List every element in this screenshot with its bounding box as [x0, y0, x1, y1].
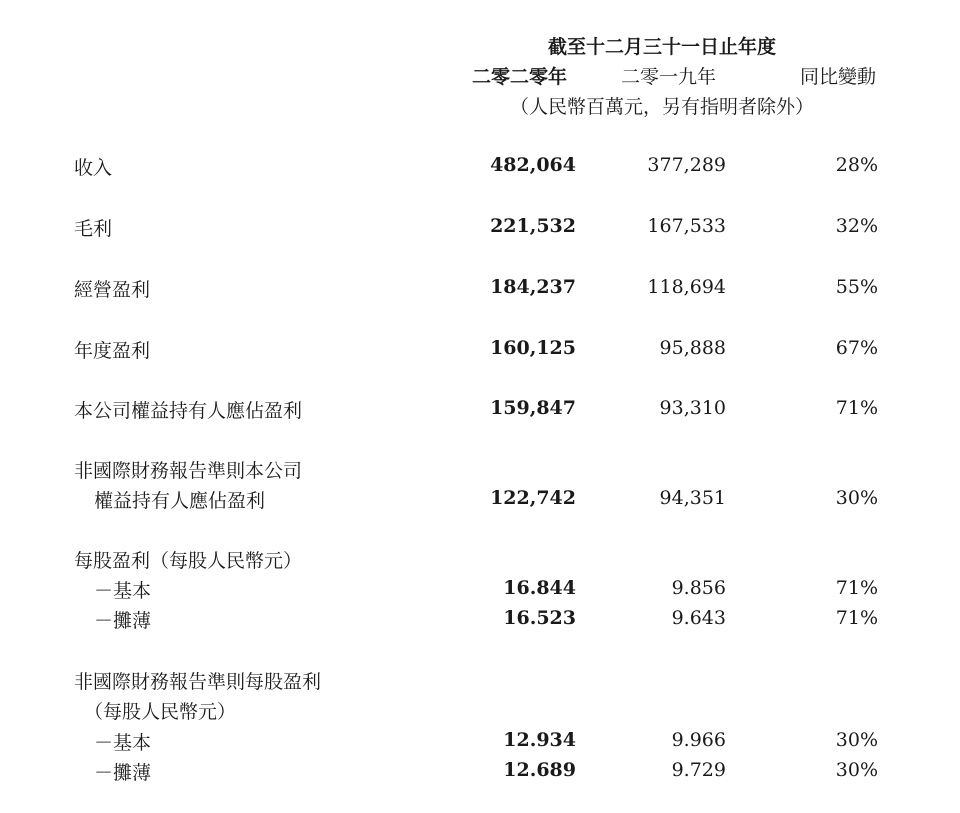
non-ifrs-eps-basic-2019: 9.966: [671, 729, 726, 751]
operating-profit-yoy: 55%: [835, 276, 878, 298]
non-ifrs-eps-diluted-2019: 9.729: [671, 759, 726, 781]
profit-for-year-2020: 160,125: [490, 337, 576, 359]
non-ifrs-eps-title-line1: 非國際財務報告準則每股盈利: [74, 671, 322, 693]
non-ifrs-profit-2020: 122,742: [490, 487, 576, 509]
non-ifrs-profit-yoy: 30%: [835, 487, 878, 509]
row-label-operating-profit: 經營盈利: [74, 279, 151, 301]
non-ifrs-eps-basic-yoy: 30%: [835, 729, 878, 751]
eps-diluted-label: －攤薄: [94, 610, 152, 632]
profit-for-year-2019: 95,888: [659, 337, 726, 359]
revenue-2019: 377,289: [647, 154, 726, 176]
non-ifrs-eps-basic-label: －基本: [94, 732, 152, 754]
eps-basic-2019: 9.856: [671, 577, 726, 599]
eps-diluted-2019: 9.643: [671, 607, 726, 629]
revenue-2020: 482,064: [490, 154, 576, 176]
column-header-yoy: 同比變動: [800, 66, 877, 88]
eps-basic-2020: 16.844: [503, 577, 576, 599]
non-ifrs-eps-diluted-yoy: 30%: [835, 759, 878, 781]
profit-for-year-yoy: 67%: [835, 337, 878, 359]
gross-profit-2019: 167,533: [647, 215, 726, 237]
eps-basic-yoy: 71%: [835, 577, 878, 599]
gross-profit-yoy: 32%: [835, 215, 878, 237]
row-label-non-ifrs-profit-line2: 權益持有人應佔盈利: [94, 490, 266, 512]
revenue-yoy: 28%: [835, 154, 878, 176]
non-ifrs-eps-title-line2: （每股人民幣元）: [84, 701, 237, 723]
attributable-profit-yoy: 71%: [835, 397, 878, 419]
operating-profit-2019: 118,694: [647, 276, 726, 298]
eps-title: 每股盈利（每股人民幣元）: [74, 550, 303, 572]
non-ifrs-eps-basic-2020: 12.934: [503, 729, 576, 751]
attributable-profit-2020: 159,847: [490, 397, 576, 419]
non-ifrs-profit-2019: 94,351: [659, 487, 726, 509]
row-label-attributable-profit: 本公司權益持有人應佔盈利: [74, 400, 303, 422]
period-heading: 截至十二月三十一日止年度: [548, 36, 777, 58]
eps-diluted-yoy: 71%: [835, 607, 878, 629]
row-label-profit-for-year: 年度盈利: [74, 340, 151, 362]
column-header-2020: 二零二零年: [472, 66, 568, 88]
unit-note: （人民幣百萬元，另有指明者除外）: [510, 96, 815, 118]
non-ifrs-eps-diluted-2020: 12.689: [503, 759, 576, 781]
eps-basic-label: －基本: [94, 580, 152, 602]
operating-profit-2020: 184,237: [490, 276, 576, 298]
row-label-revenue: 收入: [74, 157, 113, 179]
row-label-gross-profit: 毛利: [74, 218, 113, 240]
row-label-non-ifrs-profit-line1: 非國際財務報告準則本公司: [74, 460, 303, 482]
attributable-profit-2019: 93,310: [659, 397, 726, 419]
column-header-2019: 二零一九年: [621, 66, 717, 88]
eps-diluted-2020: 16.523: [503, 607, 576, 629]
gross-profit-2020: 221,532: [490, 215, 576, 237]
non-ifrs-eps-diluted-label: －攤薄: [94, 762, 152, 784]
